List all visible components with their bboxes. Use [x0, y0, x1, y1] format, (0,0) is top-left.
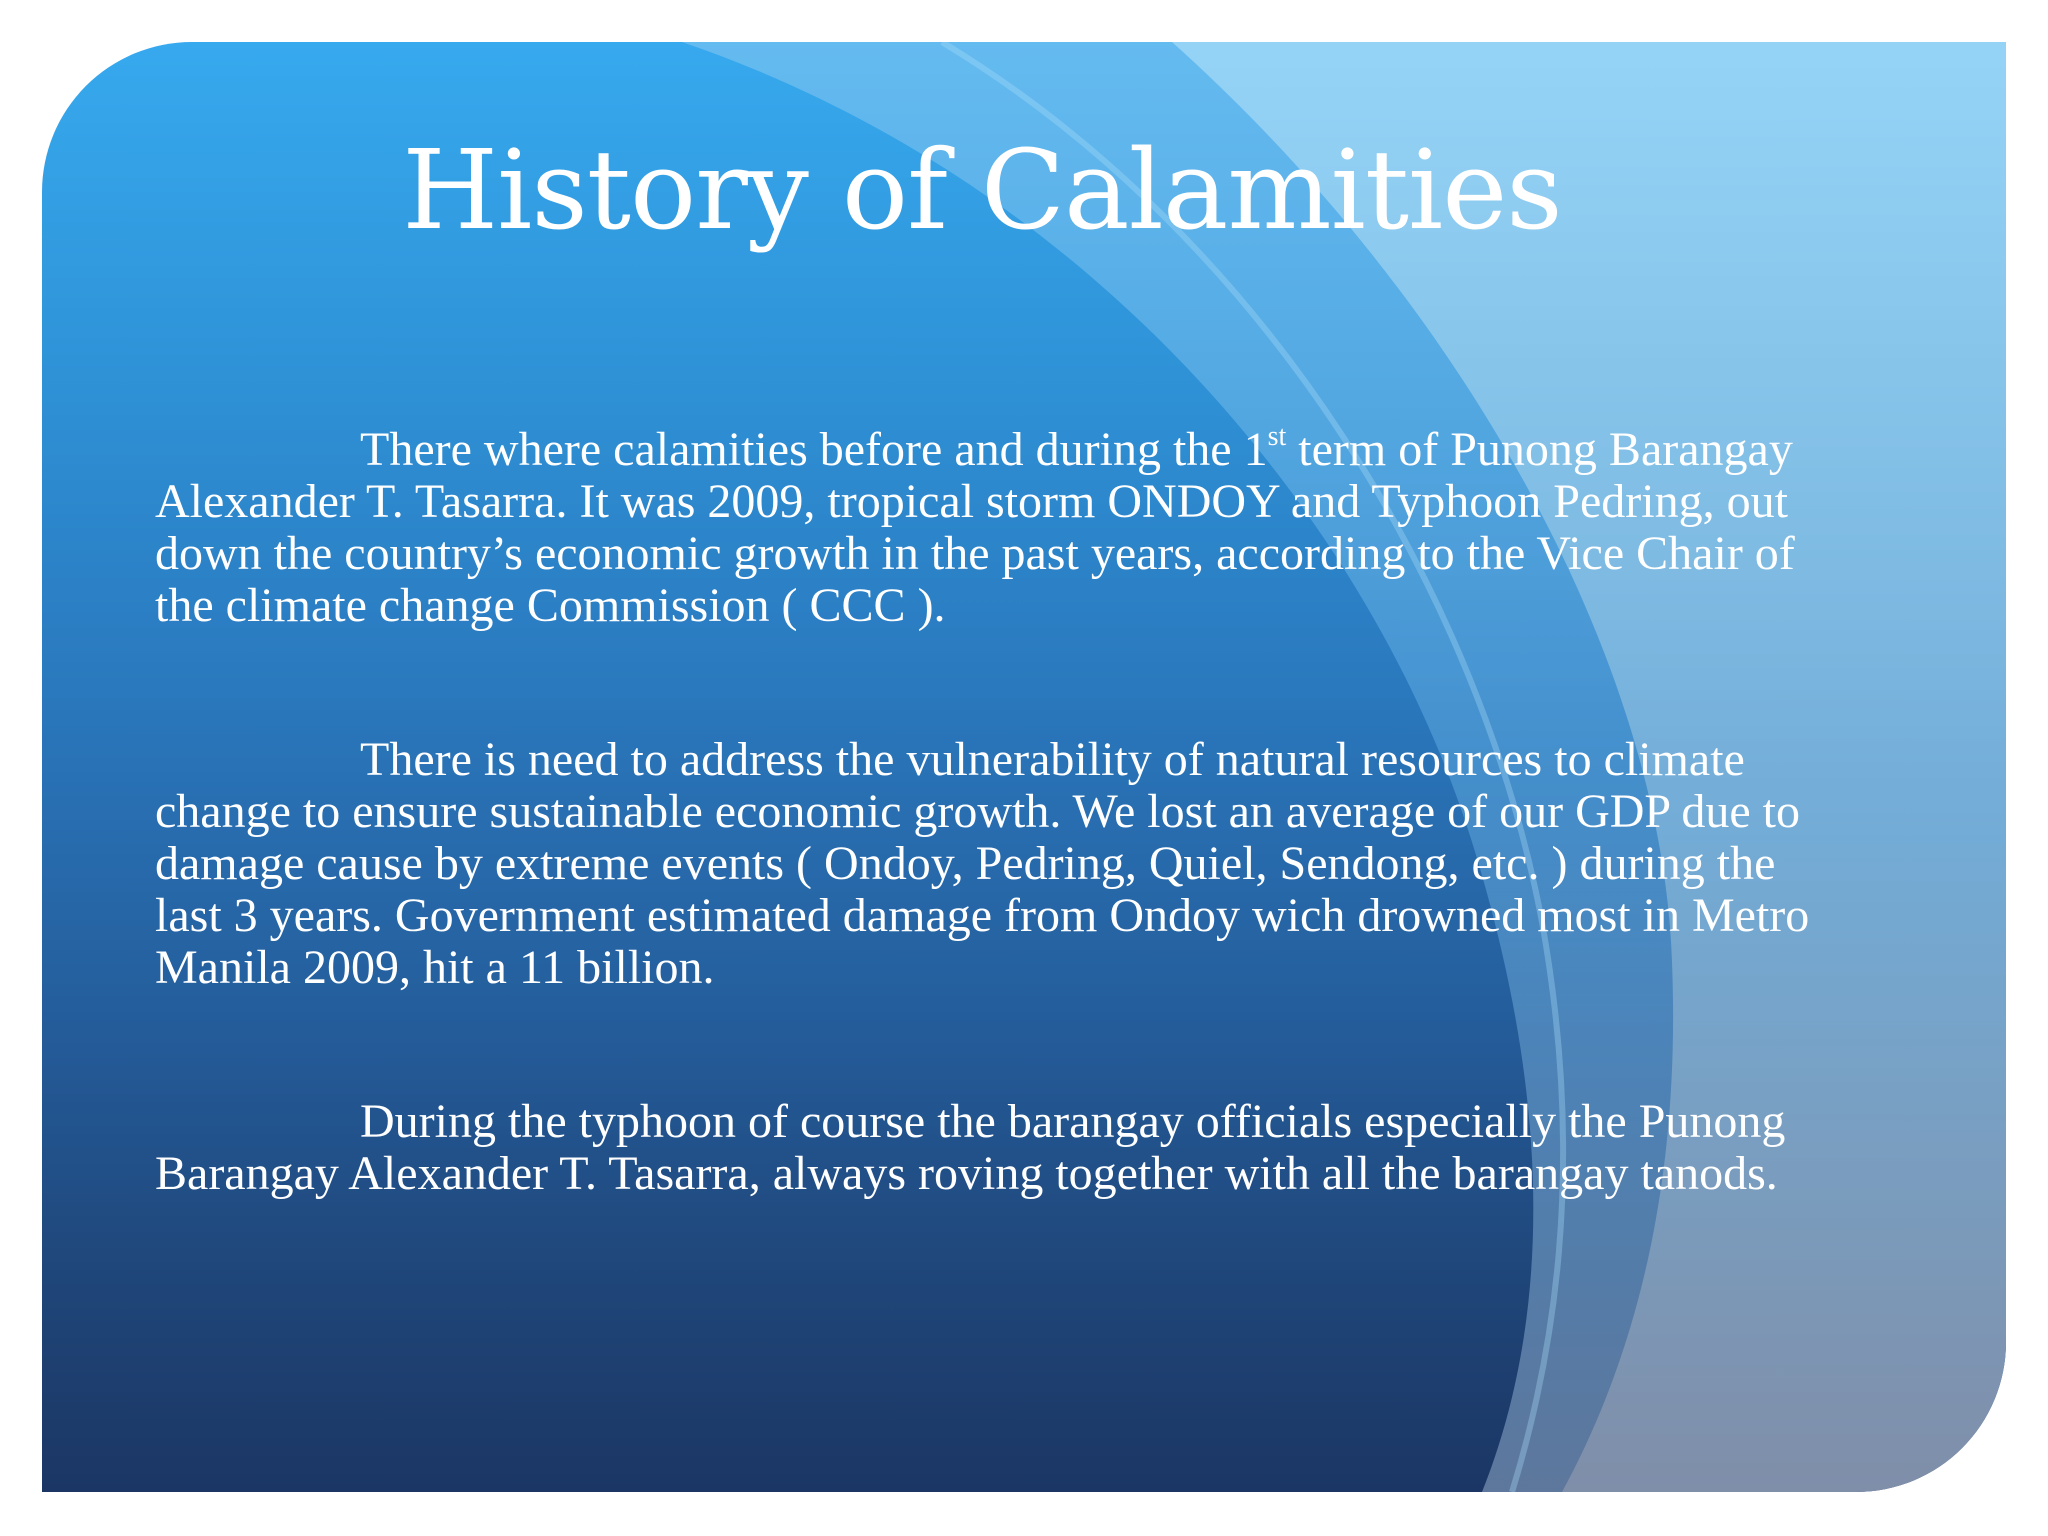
superscript-ordinal: st [1267, 421, 1287, 452]
slide-title: History of Calamities [402, 126, 1562, 254]
paragraph-1-text-start: There where calamities before and during the 1 [360, 423, 1268, 476]
paragraph-3: During the typhoon of course the barangay officials especially the Punong Barangay Alexander T. Tasarra, always roving together with all the barangay tanods. [155, 1095, 1786, 1200]
paragraph-1 [155, 421, 1845, 632]
paragraph-2: There is need to address the vulnerability of natural resources to climate change to ensure sustainable economic growth. We lost an average of our GDP due to damage cause by extreme events ( Ondoy, Pedring, Quiel, Sendong, etc. ) during the last 3 years. Government estimated damage from Ondoy wich drowned most in Metro Manila 2009, hit a 11 billion. [155, 733, 1810, 994]
paragraph-1-text-end: term of Punong Barangay Alexander T. Tasarra. It was 2009, tropical storm ONDOY and Typhoon Pedring, out down the country’s economic growth in the past years, according to the Vice Chair of the climate change Commission ( CCC ). [155, 423, 1795, 632]
slide-body [155, 421, 1845, 1302]
